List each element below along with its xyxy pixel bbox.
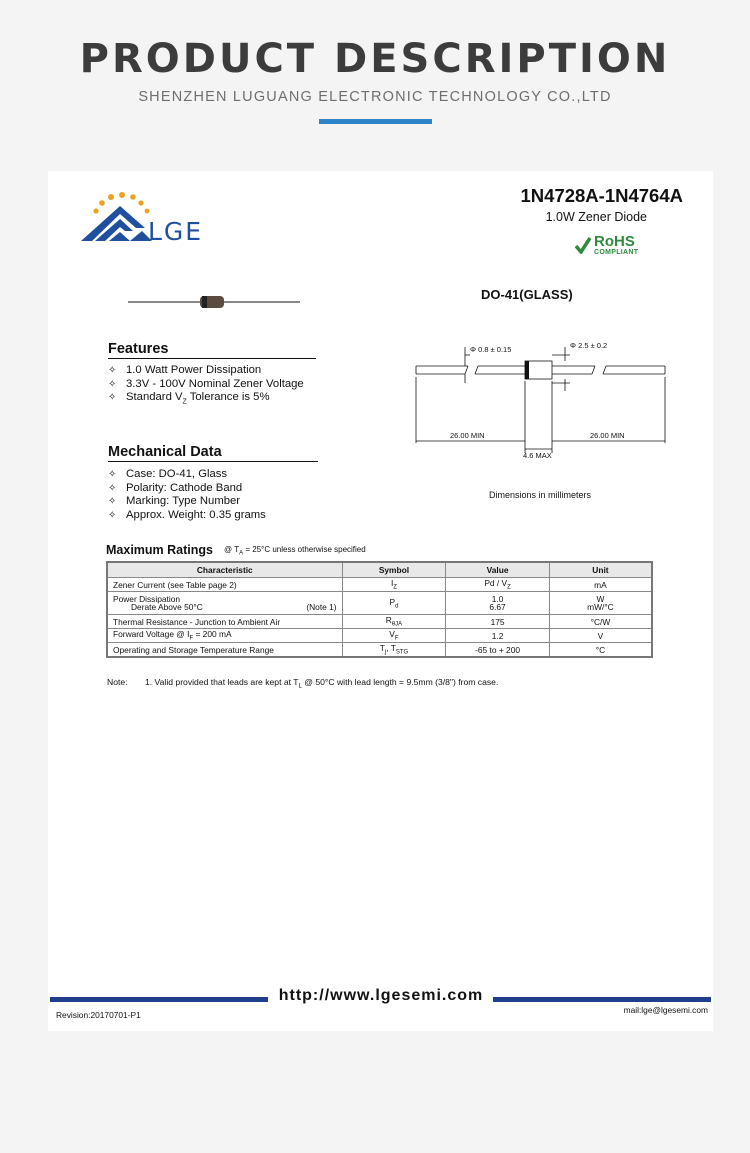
mountain-mark-icon	[81, 206, 152, 241]
cell-characteristic: Operating and Storage Temperature Range	[107, 643, 342, 658]
page-title: PRODUCT DESCRIPTION	[79, 36, 671, 82]
body-length-label: 4.6 MAX	[523, 451, 552, 460]
cell-symbol: $P_d$	[342, 592, 446, 615]
cell-symbol: $I_Z$	[342, 578, 446, 592]
cell-unit: °C	[549, 643, 652, 658]
col-header: Symbol	[342, 562, 446, 578]
list-item: ✧ Standard $V_Z$ Tolerance is 5%	[108, 391, 270, 406]
company-subtitle: SHENZHEN LUGUANG ELECTRONIC TECHNOLOGY CO.,LTD	[138, 89, 612, 105]
table-row	[107, 629, 652, 643]
table-header-row	[107, 562, 652, 578]
cell-characteristic: Power Dissipation Derate Above 50°C (Note 1)	[107, 592, 342, 615]
list-item: ✧ 1.0 Watt Power Dissipation	[108, 364, 262, 376]
table-row	[107, 592, 652, 615]
col-header: Characteristic	[107, 562, 342, 578]
lead-length-left-label: 26.00 MIN	[450, 431, 485, 440]
footnote: Note: 1. Valid provided that leads are kept at $T_L$ @ 50°C with lead length = 9.5mm (3/8") from case.	[107, 677, 499, 690]
footer-rule-right	[493, 997, 711, 1002]
rohs-label: RoHS	[594, 233, 635, 250]
diamond-bullet-icon: ✧	[108, 510, 117, 522]
list-item: ✧ Marking: Type Number	[108, 495, 241, 508]
table-row	[107, 615, 652, 629]
email-link[interactable]: mail:lge@lgesemi.com	[623, 1005, 708, 1015]
diamond-bullet-icon: ✧	[108, 378, 117, 390]
cell-characteristic: Zener Current (see Table page 2)	[107, 578, 342, 592]
cell-value: Pd / $V_Z$	[446, 578, 550, 592]
logo-text: LGE	[148, 217, 204, 245]
col-header: Value	[446, 562, 550, 578]
lead-diameter-label: Φ 0.8 ± 0.15	[470, 345, 512, 354]
diode-image	[128, 293, 300, 311]
cell-unit: °C/W	[549, 615, 652, 629]
diamond-bullet-icon: ✧	[108, 469, 117, 480]
list-item: ✧ Approx. Weight: 0.35 grams	[108, 509, 266, 522]
part-number: 1N4728A-1N4764A	[520, 185, 683, 206]
dimension-drawing	[410, 333, 675, 463]
list-item: ✧ Polarity: Cathode Band	[108, 481, 243, 494]
cell-value: -65 to + 200	[446, 643, 550, 658]
title-underline	[319, 119, 432, 124]
col-header: Unit	[549, 562, 652, 578]
ratings-condition: @ $T_A = 25^\circ C$ unless otherwise specified	[224, 545, 366, 557]
cell-value: 1.0 6.67	[446, 592, 550, 615]
lead-length-right-label: 26.00 MIN	[590, 431, 625, 440]
cell-value: 1.2	[446, 629, 550, 643]
table-row	[107, 643, 652, 658]
diamond-bullet-icon: ✧	[108, 392, 117, 404]
package-label: DO-41(GLASS)	[481, 287, 573, 302]
cell-unit: mA	[549, 578, 652, 592]
cell-characteristic: Thermal Resistance - Junction to Ambient Air	[107, 615, 342, 629]
cell-characteristic: Forward Voltage @ $I_F = 200$ mA	[107, 629, 342, 643]
rohs-compliant: COMPLIANT	[594, 249, 639, 256]
cell-value: 175	[446, 615, 550, 629]
list-item: ✧ 3.3V - 100V Nominal Zener Voltage	[108, 377, 304, 390]
body-diameter-label: Φ 2.5 ± 0.2	[570, 341, 608, 350]
cell-symbol: $V_F$	[342, 629, 446, 643]
mechanical-list	[108, 468, 266, 523]
website-link[interactable]: http://www.lgesemi.com	[278, 987, 484, 1004]
part-description: 1.0W Zener Diode	[545, 210, 647, 224]
rohs-check-icon	[574, 236, 592, 254]
ratings-title: Maximum Ratings	[106, 543, 213, 557]
cell-unit: W mW/°C	[549, 592, 652, 615]
revision-label: Revision:20170701-P1	[56, 1010, 141, 1020]
ratings-table	[106, 561, 653, 658]
features-list	[108, 364, 304, 409]
lge-logo	[78, 183, 243, 245]
features-title: Features	[108, 341, 316, 359]
diamond-bullet-icon: ✧	[108, 496, 117, 508]
datasheet	[48, 171, 713, 1031]
table-row	[107, 578, 652, 592]
diamond-bullet-icon: ✧	[108, 482, 117, 494]
mechanical-title: Mechanical Data	[108, 444, 318, 462]
diamond-bullet-icon: ✧	[108, 365, 117, 376]
cell-unit: V	[549, 629, 652, 643]
cell-symbol: $T_j$, $T_{STG}$	[342, 643, 446, 658]
rohs-badge	[574, 234, 638, 256]
footer-rule-left	[50, 997, 268, 1002]
cell-symbol: $R_{\theta JA}$	[342, 615, 446, 629]
dimensions-note: Dimensions in millimeters	[489, 490, 592, 500]
list-item: ✧ Case: DO-41, Glass	[108, 468, 228, 480]
